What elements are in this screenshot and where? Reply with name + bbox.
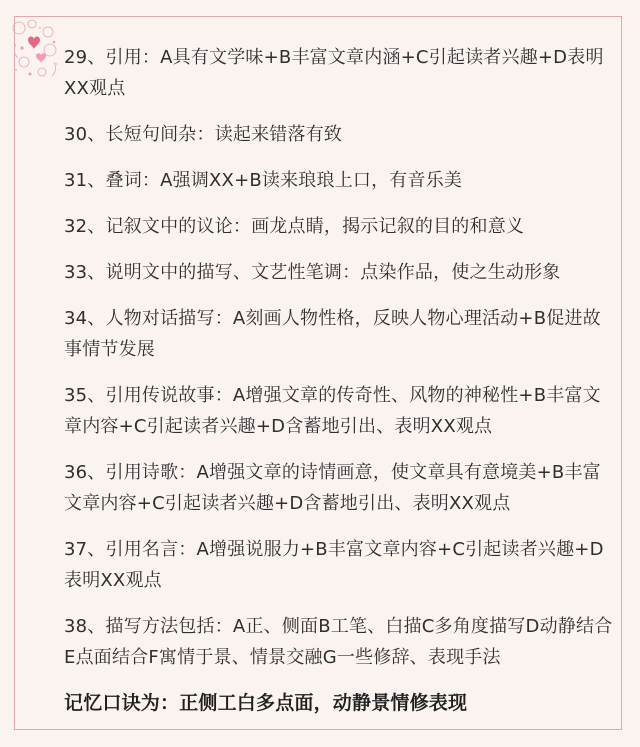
list-item: 34、人物对话描写：A刻画人物性格，反映人物心理活动+B促进故事情节发展 [64,308,601,360]
list-item: 31、叠词：A强调XX+B读来琅琅上口，有音乐美 [64,170,463,191]
list-item: 36、引用诗歌：A增强文章的诗情画意，使文章具有意境美+B丰富文章内容+C引起读者兴趣+D含蓄地引出、表明XX观点 [64,462,601,514]
list-item: 35、引用传说故事：A增强文章的传奇性、风物的神秘性+B丰富文章内容+C引起读者兴趣+D含蓄地引出、表明XX观点 [64,385,601,437]
list-item: 30、长短句间杂：读起来错落有致 [64,124,343,145]
hearts-icon [10,18,60,84]
list-item: 37、引用名言：A增强说服力+B丰富文章内容+C引起读者兴趣+D表明XX观点 [64,539,604,591]
list-item: 38、描写方法包括：A正、侧面B工笔、白描C多角度描写D动静结合E点面结合F寓情于景、情景交融G一些修辞、表现手法 [64,616,613,668]
list-item: 33、说明文中的描写、文艺性笔调：点染作品，使之生动形象 [64,262,561,283]
article-body [64,42,616,738]
list-item: 32、记叙文中的议论：画龙点睛，揭示记叙的目的和意义 [64,216,525,237]
list-item: 29、引用：A具有文学味+B丰富文章内涵+C引起读者兴趣+D表明XX观点 [64,47,604,99]
memory-mnemonic: 记忆口诀为：正侧工白多点面，动静景情修表现 [64,692,468,714]
